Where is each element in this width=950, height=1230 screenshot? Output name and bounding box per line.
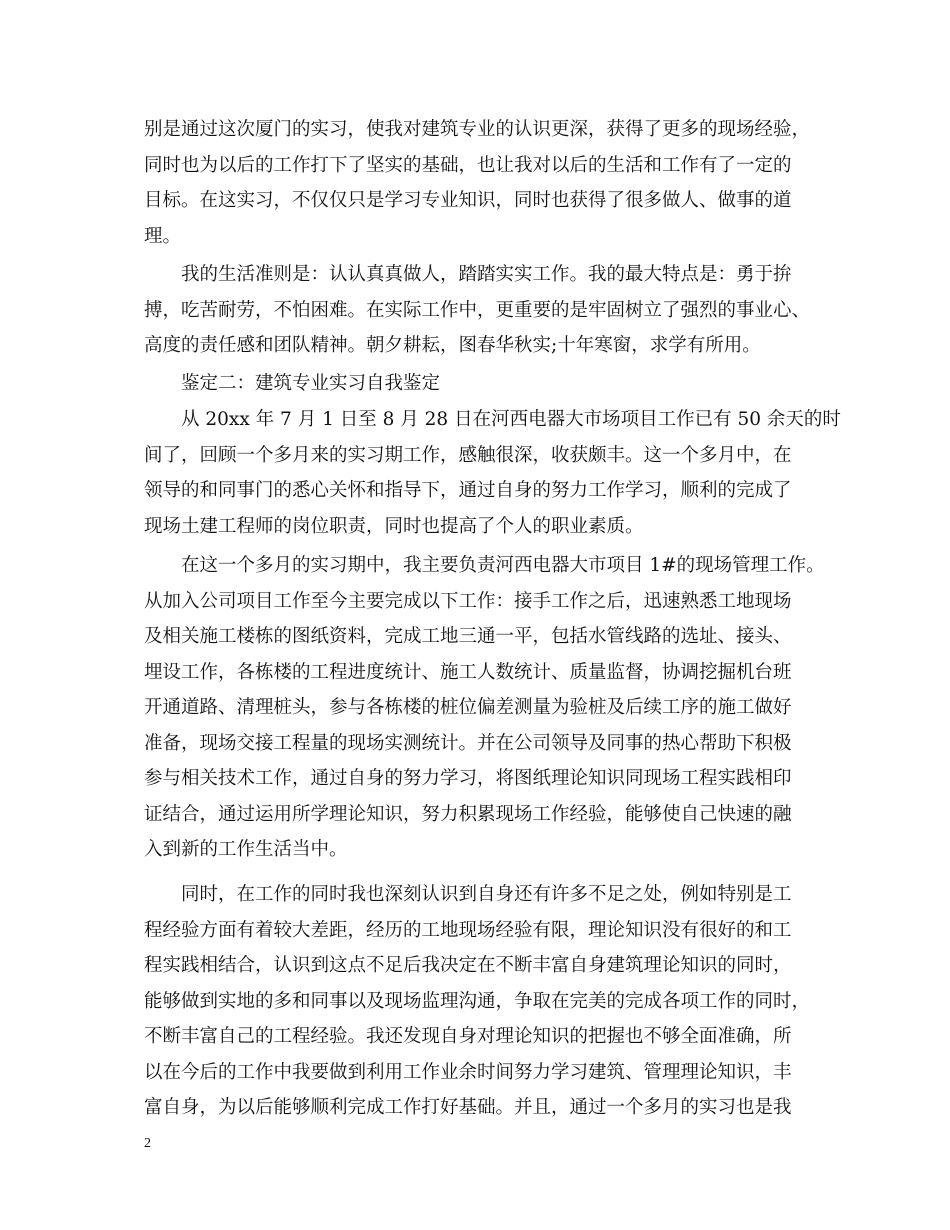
paragraph-1	[144, 112, 814, 254]
text-line: 从加入公司项目工作至今主要完成以下工作：接手工作之后，迅速熟悉工地现场	[144, 590, 792, 612]
text-line: 以在今后的工作中我要做到利用工作业余时间努力学习建筑、管理理论知识，丰	[144, 1061, 792, 1083]
paragraph-2	[144, 257, 814, 364]
text-line: 准备，现场交接工程量的现场实测统计。并在公司领导及同事的热心帮助下积极	[144, 732, 792, 754]
text-line: 及相关施工楼栋的图纸资料，完成工地三通一平，包括水管线路的选址、接头、	[144, 626, 792, 647]
page-number: 2	[144, 1136, 151, 1151]
paragraph-6	[144, 877, 814, 1126]
text-line: 参与相关技术工作，通过自身的努力学习，将图纸理论知识同现场工程实践相印	[144, 768, 792, 789]
text-line: 现场土建工程师的岗位职责，同时也提高了个人的职业素质。	[144, 515, 644, 537]
text-line: 在这一个多月的实习期中，我主要负责河西电器大市项目 1#的现场管理工作。	[181, 555, 825, 576]
text-line: 理。	[144, 225, 182, 247]
text-line: 我的生活准则是：认认真真做人，踏踏实实工作。我的最大特点是：勇于拚	[181, 264, 792, 285]
heading-text: 鉴定二：建筑专业实习自我鉴定	[181, 373, 441, 394]
text-line: 领导的和同事门的悉心关怀和指导下，通过自身的努力工作学习，顺利的完成了	[144, 480, 792, 501]
text-line: 间了，回顾一个多月来的实习期工作，感触很深，收获颇丰。这一个多月中，在	[144, 444, 792, 466]
paragraph-5	[144, 548, 825, 868]
text-line: 搏，吃苦耐劳，不怕困难。在实际工作中，更重要的是牢固树立了强烈的事业心、	[144, 299, 811, 321]
section-heading	[144, 366, 814, 402]
text-line: 高度的责任感和团队精神。朝夕耕耘，图春华秋实;十年寒窗，求学有所用。	[144, 335, 761, 356]
text-line: 埋设工作，各栋楼的工程进度统计、施工人数统计、质量监督，协调挖掘机台班	[144, 661, 792, 683]
text-line: 别是通过这次厦门的实习，使我对建筑专业的认识更深，获得了更多的现场经验，	[144, 119, 811, 140]
text-line: 程实践相结合，认识到这点不足后我决定在不断丰富自身建筑理论知识的同时，	[144, 955, 792, 976]
text-line: 开通道路、清理桩头，参与各栋楼的桩位偏差测量为验桩及后续工序的施工做好	[144, 697, 792, 718]
text-line: 同时，在工作的同时我也深刻认识到自身还有许多不足之处，例如特别是工	[181, 884, 792, 905]
text-line: 能够做到实地的多和同事以及现场监理沟通，争取在完美的完成各项工作的同时，	[144, 990, 811, 1012]
paragraph-4	[144, 402, 841, 544]
text-line: 富自身，为以后能够顺利完成工作打好基础。并且，通过一个多月的实习也是我	[144, 1097, 792, 1118]
text-line: 不断丰富自己的工程经验。我还发现自身对理论知识的把握也不够全面准确，所	[144, 1026, 792, 1047]
text-line: 证结合，通过运用所学理论知识，努力积累现场工作经验，能够使自己快速的融	[144, 803, 792, 825]
text-line: 入到新的工作生活当中。	[144, 839, 348, 860]
text-line: 程经验方面有着较大差距，经历的工地现场经验有限，理论知识没有很好的和工	[144, 919, 792, 941]
text-line: 从 20xx 年 7 月 1 日至 8 月 28 日在河西电器大市场项目工作已有 50 余天的时	[181, 409, 841, 430]
text-line: 目标。在这实习，不仅仅只是学习专业知识，同时也获得了很多做人、做事的道	[144, 190, 792, 211]
text-line: 同时也为以后的工作打下了坚实的基础，也让我对以后的生活和工作有了一定的	[144, 154, 792, 176]
